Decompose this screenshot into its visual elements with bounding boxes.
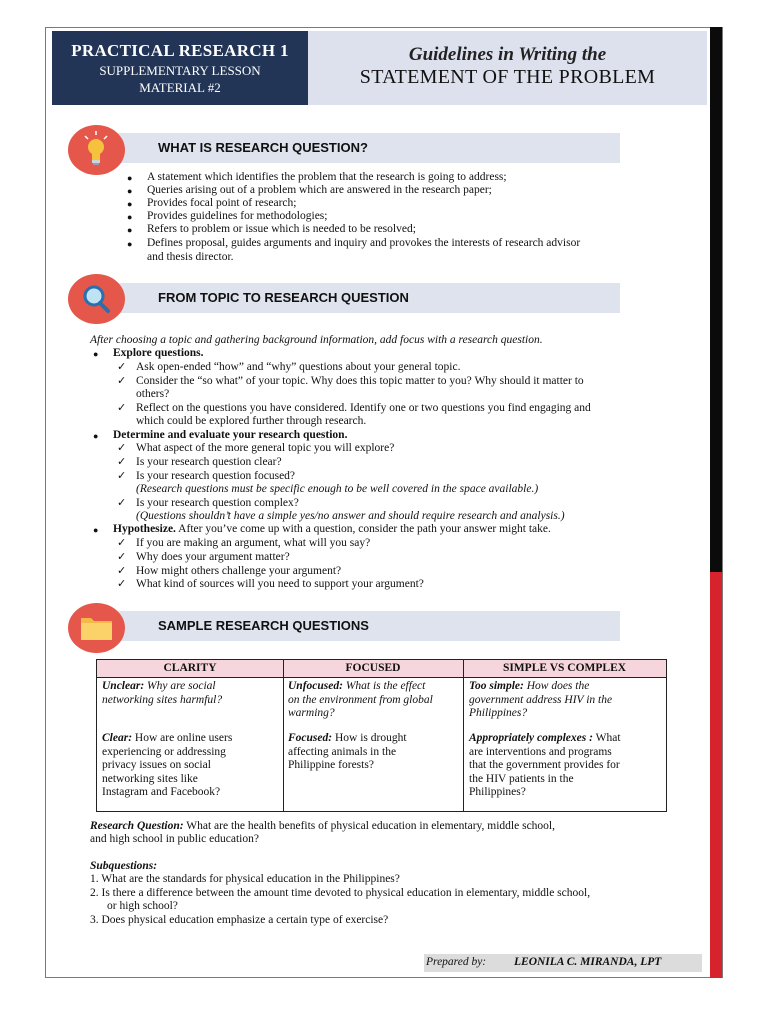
list-item: Is your research question focused? — [136, 470, 296, 482]
check-icon: ✓ — [117, 401, 127, 414]
table-cell: Appropriately complexes : What are interventions and programs that the government provides for the HIV patients in the Philippines? — [469, 732, 621, 798]
table-cell: Too simple: How does the government address HIV in the Philippines? — [469, 680, 613, 719]
list-item: Refers to problem or issue which is needed to be resolved; — [147, 223, 416, 235]
course-subtitle-line2: MATERIAL #2 — [139, 80, 221, 95]
section-heading-bar — [118, 611, 620, 641]
check-icon: ✓ — [117, 360, 127, 373]
subquestion-item: 2. Is there a difference between the amount time devoted to physical education in elementary, middle school, — [90, 887, 591, 899]
list-item: Ask open-ended “how” and “why” questions about your general topic. — [136, 361, 461, 373]
lightbulb-icon — [68, 125, 125, 175]
section-heading: FROM TOPIC TO RESEARCH QUESTION — [158, 290, 409, 305]
list-item: Is your research question clear? — [136, 456, 282, 468]
subquestion-item: 1. What are the standards for physical education in the Philippines? — [90, 873, 400, 885]
side-stripe-red — [710, 572, 722, 978]
list-item: A statement which identifies the problem that the research is going to address; — [147, 171, 507, 183]
page-title: STATEMENT OF THE PROBLEM — [359, 66, 656, 88]
section-heading-bar — [118, 283, 620, 313]
subquestions-label: Subquestions: — [90, 860, 158, 872]
side-stripe-black — [710, 27, 722, 572]
list-item: Queries arising out of a problem which are answered in the research paper; — [147, 184, 492, 196]
check-icon: ✓ — [117, 455, 127, 468]
hypothesize-line: Hypothesize. After you’ve come up with a question, consider the path your answer might take. — [113, 523, 551, 535]
table-divider — [283, 660, 284, 811]
section-intro: After choosing a topic and gathering background information, add focus with a research question. — [90, 334, 543, 346]
research-question: Research Question: What are the health benefits of physical education in elementary, middle school, — [90, 820, 555, 832]
list-item-note: (Questions shouldn’t have a simple yes/no answer and should require research and analysis.) — [136, 510, 565, 522]
magnifier-icon — [68, 274, 125, 324]
list-item: Provides focal point of research; — [147, 197, 297, 209]
check-icon: ✓ — [117, 496, 127, 509]
course-title: PRACTICAL RESEARCH 1 — [71, 41, 289, 60]
check-icon: ✓ — [117, 441, 127, 454]
list-item: If you are making an argument, what will you say? — [136, 537, 371, 549]
check-icon: ✓ — [117, 577, 127, 590]
check-icon: ✓ — [117, 550, 127, 563]
list-item: Consider the “so what” of your topic. Why does this topic matter to you? Why should it matter to — [136, 375, 584, 387]
list-item-note: (Research questions must be specific enough to be well covered in the space available.) — [136, 483, 539, 495]
table-cell: Unfocused: What is the effect on the environment from global warming? — [288, 680, 433, 719]
list-item: Defines proposal, guides arguments and inquiry and provokes the interests of research advisor — [147, 237, 581, 249]
guideline-label: Guidelines in Writing the — [408, 44, 607, 65]
table-divider — [463, 660, 464, 811]
list-item: Reflect on the questions you have considered. Identify one or two questions you find engaging and — [136, 402, 591, 414]
prepared-by-label: Prepared by: — [426, 956, 487, 968]
table-cell: Unclear: Why are social networking sites harmful? — [102, 680, 223, 706]
header-title-block — [308, 31, 707, 105]
sample-questions-table — [96, 659, 667, 812]
header-course-block — [52, 31, 308, 105]
table-cell: Focused: How is drought affecting animals in the Philippine forests? — [288, 732, 407, 771]
list-item: What kind of sources will you need to support your argument? — [136, 578, 424, 590]
subsection-title: Determine and evaluate your research question. — [113, 429, 348, 441]
prepared-by-footer — [424, 954, 702, 972]
research-question-continuation: and high school in public education? — [90, 833, 259, 845]
list-item-continuation: which could be explored further through research. — [136, 415, 367, 427]
subquestion-continuation: or high school? — [107, 900, 178, 912]
check-icon: ✓ — [117, 564, 127, 577]
subsection-title: Hypothesize. — [113, 523, 176, 535]
check-icon: ✓ — [117, 374, 127, 387]
list-item: Is your research question complex? — [136, 497, 299, 509]
section-heading: SAMPLE RESEARCH QUESTIONS — [158, 618, 369, 633]
section-heading: WHAT IS RESEARCH QUESTION? — [158, 140, 368, 155]
check-icon: ✓ — [117, 536, 127, 549]
table-header: CLARITY — [97, 660, 283, 678]
subquestion-item: 3. Does physical education emphasize a certain type of exercise? — [90, 914, 389, 926]
course-subtitle-line1: SUPPLEMENTARY LESSON — [99, 63, 261, 78]
table-cell: Clear: How are online users experiencing or addressing privacy issues on social networking sites like Instagram and Facebook? — [102, 732, 233, 798]
folder-icon — [68, 603, 125, 653]
list-item: Why does your argument matter? — [136, 551, 290, 563]
check-icon: ✓ — [117, 469, 127, 482]
table-header: FOCUSED — [283, 660, 463, 678]
list-item: Provides guidelines for methodologies; — [147, 210, 328, 222]
list-item: What aspect of the more general topic you will explore? — [136, 442, 395, 454]
subsection-title: Explore questions. — [113, 347, 204, 359]
list-item-continuation: others? — [136, 388, 170, 400]
list-item-continuation: and thesis director. — [147, 251, 234, 263]
table-header: SIMPLE VS COMPLEX — [463, 660, 666, 678]
section-heading-bar — [118, 133, 620, 163]
list-item: How might others challenge your argument? — [136, 565, 342, 577]
author-name: LEONILA C. MIRANDA, LPT — [514, 956, 662, 968]
